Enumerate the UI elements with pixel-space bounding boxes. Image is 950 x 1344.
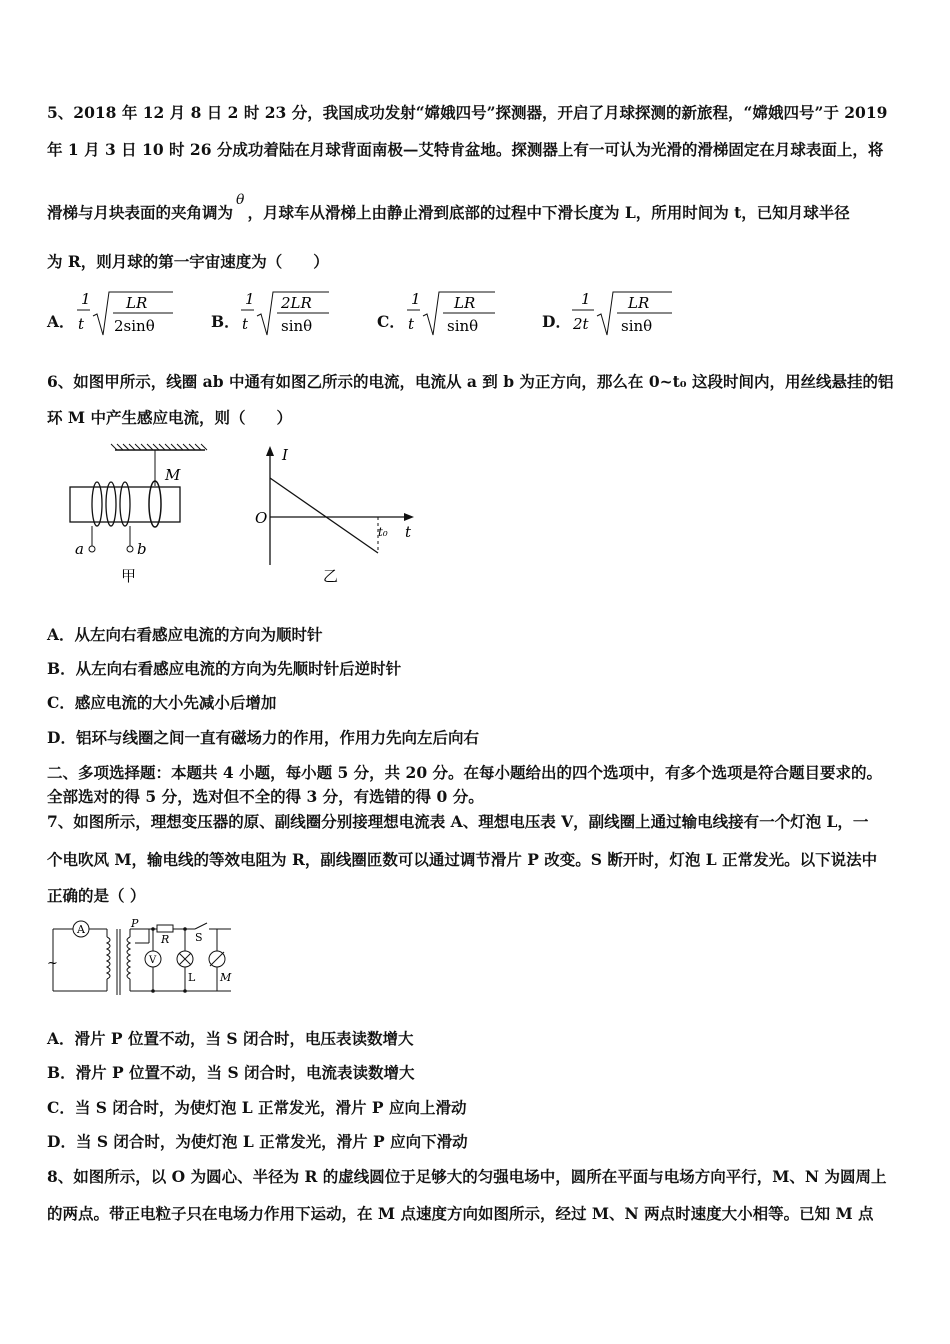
q7-option-a[interactable]: A．滑片 P 位置不动，当 S 闭合时，电压表读数增大 <box>47 1029 414 1048</box>
formula-den: t <box>78 315 85 333</box>
formula-num: 1 <box>411 290 421 308</box>
q5-option-b-label: B． <box>211 312 240 331</box>
label-l: L <box>188 971 196 984</box>
q6-figure-yi <box>250 440 430 590</box>
q7-line-3: 正确的是（ ） <box>47 886 146 905</box>
q5-line-3 <box>47 192 905 224</box>
q6-line-1: 6、如图甲所示，线圈 ab 中通有如图乙所示的电流，电流从 a 到 b 为正方向，那么在 0~t₀ 这段时间内，用丝线悬挂的铝 <box>47 372 894 391</box>
label-motor: M <box>220 971 232 984</box>
q5-line-2: 年 1 月 3 日 10 时 26 分成功着陆在月球背面南极—艾特肯盆地。探测器上有一可认为光滑的滑梯固定在月球表面上，将 <box>47 140 884 159</box>
q7-option-d[interactable]: D．当 S 闭合时，为使灯泡 L 正常发光，滑片 P 应向下滑动 <box>47 1132 468 1151</box>
q6-figure-jia <box>55 440 215 590</box>
formula-rad-den: sinθ <box>621 317 653 335</box>
label-p: P <box>131 917 139 930</box>
label-ac: ~ <box>47 956 58 971</box>
q5-option-a-label: A． <box>47 312 75 331</box>
q7-option-b[interactable]: B．滑片 P 位置不动，当 S 闭合时，电流表读数增大 <box>47 1063 415 1082</box>
q5-option-d-label: D． <box>542 312 571 331</box>
formula-rad-num: LR <box>126 294 148 312</box>
formula-rad-num: LR <box>454 294 476 312</box>
caption-yi: 乙 <box>323 567 339 585</box>
formula-num: 1 <box>581 290 591 308</box>
label-i: I <box>282 446 288 464</box>
current-line <box>270 478 378 553</box>
formula-den: t <box>408 315 415 333</box>
formula-rad-den: 2sinθ <box>114 317 155 335</box>
theta-symbol: θ <box>236 192 245 208</box>
label-v: V <box>149 955 157 966</box>
q5-line-4: 为 R，则月球的第一宇宙速度为（ ） <box>47 252 329 271</box>
q7-circuit-figure <box>45 915 245 1000</box>
formula-num: 1 <box>81 290 91 308</box>
label-o: O <box>255 509 268 527</box>
label-b: b <box>137 540 147 558</box>
formula-rad-den: sinθ <box>447 317 479 335</box>
q6-option-d[interactable]: D．铝环与线圈之间一直有磁场力的作用，作用力先向左后向右 <box>47 728 479 747</box>
q6-option-c[interactable]: C．感应电流的大小先减小后增加 <box>47 693 277 712</box>
q5-line-3b: ，月球车从滑梯上由静止滑到底部的过程中下滑长度为 L，所用时间为 t，已知月球半径 <box>247 203 850 222</box>
q8-line-1: 8、如图所示，以 O 为圆心、半径为 R 的虚线圆位于足够大的匀强电场中，圆所在平面与电场方向平行，M、N 为圆周上 <box>47 1167 887 1186</box>
q7-option-c[interactable]: C．当 S 闭合时，为使灯泡 L 正常发光，滑片 P 应向上滑动 <box>47 1098 467 1117</box>
formula-den: t <box>242 315 249 333</box>
formula-den: 2t <box>573 315 589 333</box>
q7-line-2: 个电吹风 M，输电线的等效电阻为 R，副线圈匝数可以通过调节滑片 P 改变。S 断开时，灯泡 L 正常发光。以下说法中 <box>47 850 878 869</box>
q8-line-2: 的两点。带正电粒子只在电场力作用下运动，在 M 点速度方向如图所示，经过 M、N 两点时速度大小相等。已知 M 点 <box>47 1204 874 1223</box>
q6-line-2: 环 M 中产生感应电流，则（ ） <box>47 408 292 427</box>
label-ammeter: A <box>77 923 85 936</box>
formula-rad-num: 2LR <box>281 294 312 312</box>
label-t: t <box>405 523 412 541</box>
q6-option-a[interactable]: A．从左向右看感应电流的方向为顺时针 <box>47 625 323 644</box>
label-r: R <box>161 933 170 946</box>
q5-option-d-formula <box>568 288 698 340</box>
q6-option-b[interactable]: B．从左向右看感应电流的方向为先顺时针后逆时针 <box>47 659 402 678</box>
q7-line-1: 7、如图所示，理想变压器的原、副线圈分别接理想电流表 A、理想电压表 V，副线圈上通过输电线接有一个灯泡 L，一 <box>47 812 869 831</box>
label-t0: t₀ <box>378 525 388 539</box>
section2-line-1: 二、多项选择题：本题共 4 小题，每小题 5 分，共 20 分。在每小题给出的四个选项中，有多个选项是符合题目要求的。 <box>47 763 883 782</box>
formula-rad-num: LR <box>628 294 650 312</box>
formula-num: 1 <box>245 290 255 308</box>
q5-option-c-formula <box>403 288 523 340</box>
formula-rad-den: sinθ <box>281 317 313 335</box>
label-m: M <box>165 466 181 484</box>
section2-line-2: 全部选对的得 5 分，选对但不全的得 3 分，有选错的得 0 分。 <box>47 787 484 806</box>
label-a: a <box>75 540 84 558</box>
label-s: S <box>195 931 203 944</box>
q5-line-1: 5、2018 年 12 月 8 日 2 时 23 分，我国成功发射“嫦娥四号”探测器，开启了月球探测的新旅程，“嫦娥四号”于 2019 <box>47 103 888 122</box>
q5-line-3a: 滑梯与月块表面的夹角调为 <box>47 203 234 222</box>
caption-jia: 甲 <box>121 567 137 585</box>
q5-option-b-formula <box>237 288 357 340</box>
q5-option-c-label: C． <box>377 312 405 331</box>
q5-option-a-formula <box>73 288 203 340</box>
